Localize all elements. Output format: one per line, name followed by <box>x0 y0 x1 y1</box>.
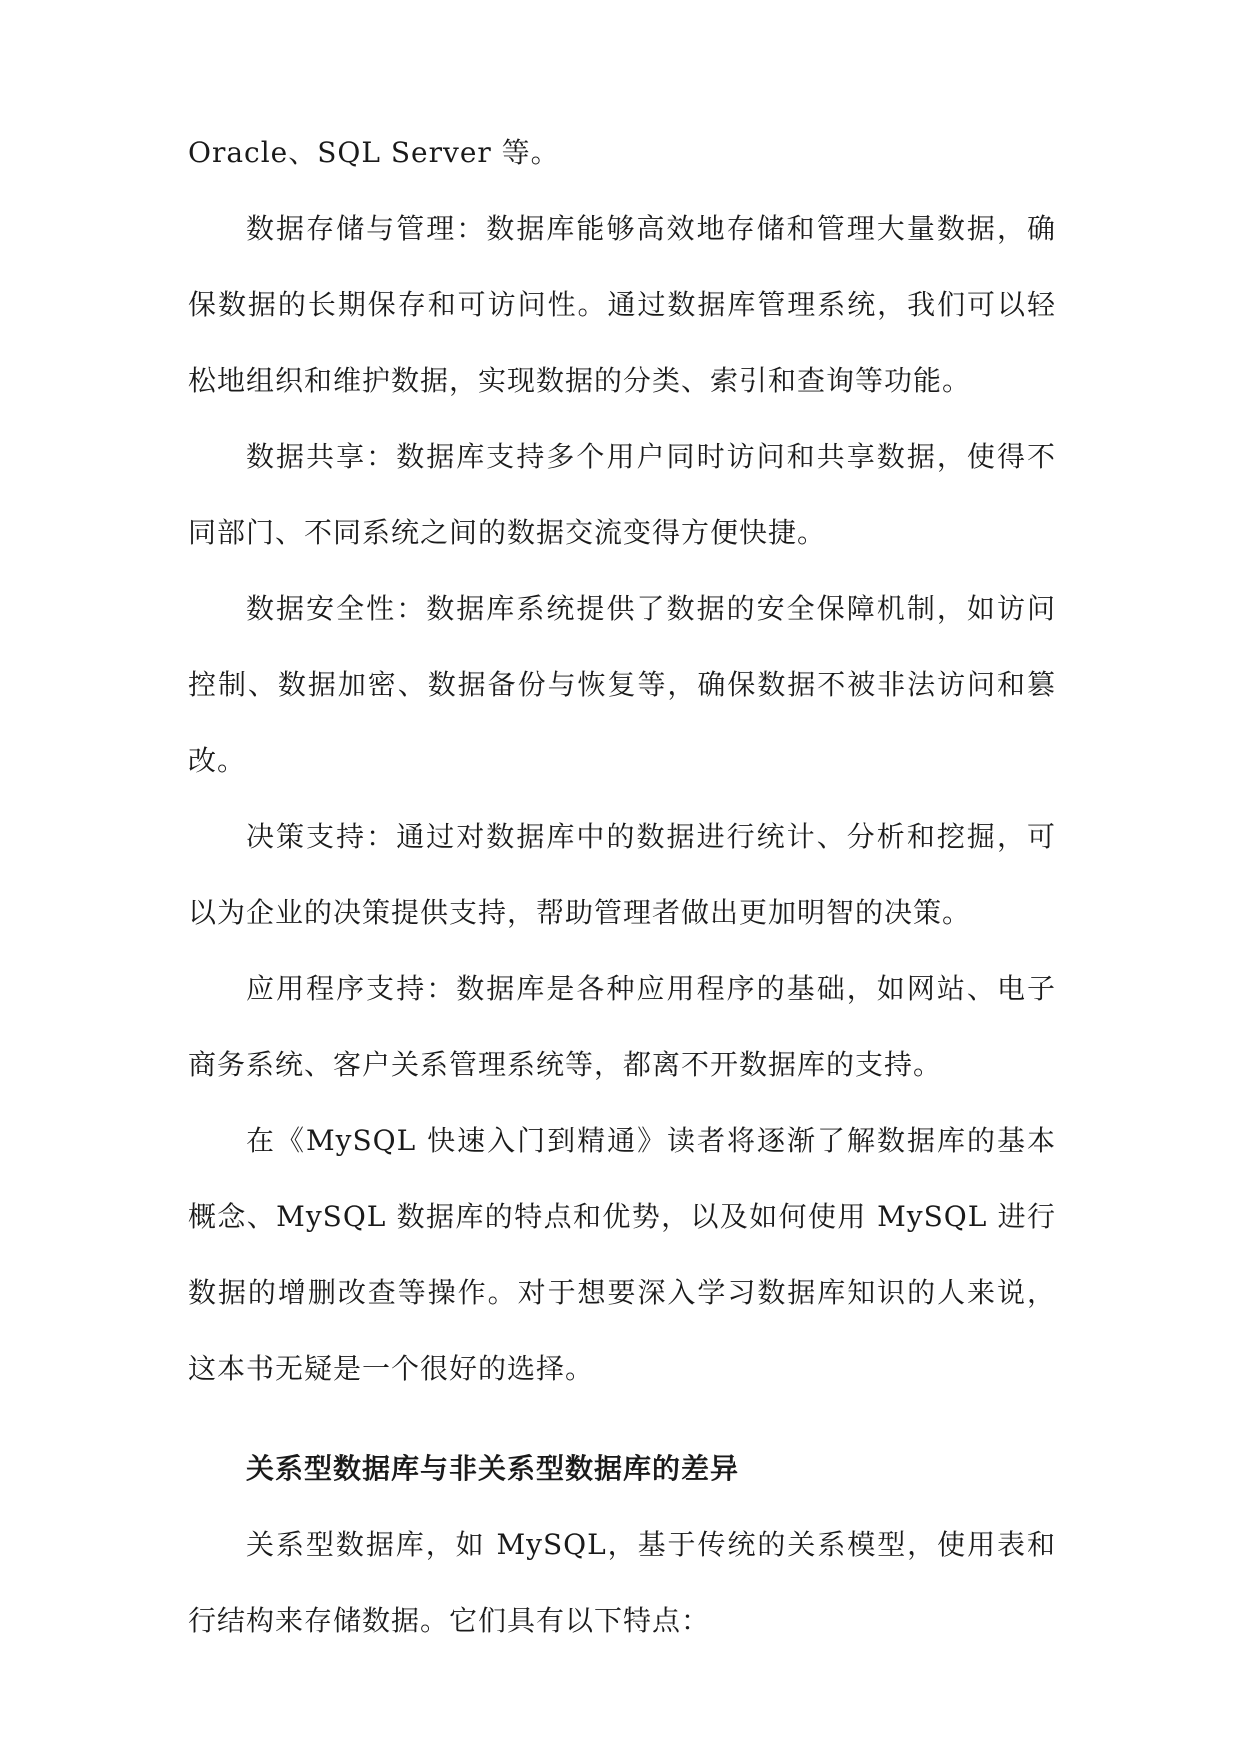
paragraph-decision-support: 决策支持：通过对数据库中的数据进行统计、分析和挖掘，可以为企业的决策提供支持，帮助管理者做出更加明智的决策。 <box>188 820 1056 929</box>
paragraph-application-support: 应用程序支持：数据库是各种应用程序的基础，如网站、电子商务系统、客户关系管理系统等，都离不开数据库的支持。 <box>188 972 1056 1081</box>
section-spacer <box>188 1407 1056 1431</box>
paragraph-data-security: 数据安全性：数据库系统提供了数据的安全保障机制，如访问控制、数据加密、数据备份与恢复等，确保数据不被非法访问和篡改。 <box>188 592 1056 777</box>
paragraph-data-sharing: 数据共享：数据库支持多个用户同时访问和共享数据，使得不同部门、不同系统之间的数据交流变得方便快捷。 <box>188 440 1056 549</box>
paragraph-data-storage: 数据存储与管理：数据库能够高效地存储和管理大量数据，确保数据的长期保存和可访问性。通过数据库管理系统，我们可以轻松地组织和维护数据，实现数据的分类、索引和查询等功能。 <box>188 212 1056 397</box>
section-heading: 关系型数据库与非关系型数据库的差异 <box>246 1452 740 1485</box>
paragraph-relational-db: 关系型数据库，如 MySQL，基于传统的关系模型，使用表和行结构来存储数据。它们具有以下特点： <box>188 1528 1056 1637</box>
document-body <box>188 115 1056 1659</box>
paragraph-oracle-sql-server: Oracle、SQL Server 等。 <box>188 136 560 169</box>
paragraph-book-intro: 在《MySQL 快速入门到精通》读者将逐渐了解数据库的基本概念、MySQL 数据库的特点和优势，以及如何使用 MySQL 进行数据的增删改查等操作。对于想要深入学习数据库知识的人来说，这本书无疑是一个很好的选择。 <box>188 1124 1056 1385</box>
